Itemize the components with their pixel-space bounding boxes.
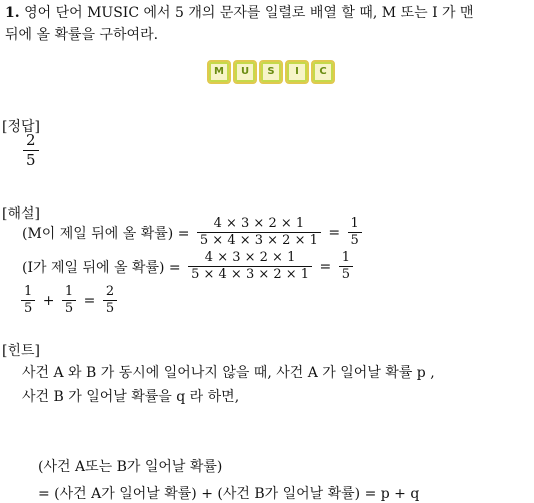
eq3-c-den: 5 [105, 301, 115, 317]
answer-label: [정답] [2, 119, 40, 135]
problem-text-1: 영어 단어 MUSIC 에서 5 개의 문자를 일렬로 배열 할 때, M 또는 I 가 맨 [24, 5, 474, 21]
eq3-a-den: 5 [24, 301, 33, 317]
eq3-c-num: 2 [105, 284, 115, 299]
eq3-a-num: 1 [24, 284, 33, 299]
eq1-frac-den: 5 × 4 × 3 × 2 × 1 [199, 233, 318, 249]
problem-text-2: 뒤에 올 확률을 구하여라. [5, 27, 159, 43]
tile-letter: M [207, 60, 231, 84]
solution-eq-2 [22, 251, 356, 283]
hint-line-1: 사건 A 와 B 가 동시에 일어나지 않을 때, 사건 A 가 일어날 확률 p , [22, 365, 435, 381]
eq2-res-den: 5 [341, 267, 350, 283]
eq2-lhs: (I가 제일 뒤에 올 확률) = [22, 259, 181, 276]
answer-denominator: 5 [26, 150, 36, 169]
eq1-equals: = [328, 224, 341, 241]
eq3-plus: + [42, 292, 55, 309]
eq3-b-den: 5 [64, 301, 74, 317]
solution-label: [해설] [2, 206, 40, 222]
eq1-res-den: 5 [350, 233, 359, 249]
problem-line-1 [5, 2, 474, 22]
answer-numerator: 2 [26, 131, 36, 149]
eq3-b-num: 1 [64, 284, 74, 299]
tile-letter: S [259, 60, 283, 84]
eq1-frac-num: 4 × 3 × 2 × 1 [213, 216, 305, 231]
solution-eq-3 [18, 285, 120, 317]
problem-number: 1. [5, 5, 20, 21]
solution-eq-1 [22, 217, 365, 249]
answer-fraction [20, 132, 42, 168]
hint-line-2: 사건 B 가 일어날 확률을 q 라 하면, [22, 389, 240, 405]
eq2-equals: = [319, 258, 332, 275]
hint-label: [힌트] [2, 343, 40, 359]
eq3-equals: = [83, 292, 96, 309]
eq1-res-num: 1 [350, 216, 359, 231]
tile-letter: I [285, 60, 309, 84]
eq2-frac-den: 5 × 4 × 3 × 2 × 1 [191, 267, 310, 283]
eq1-lhs: (M이 제일 뒤에 올 확률) = [22, 225, 190, 242]
hint-line-3: (사건 A또는 B가 일어날 확률) [38, 459, 223, 475]
tile-letter: C [311, 60, 335, 84]
tile-letter: U [233, 60, 257, 84]
hint-line-4: = (사건 A가 일어날 확률) + (사건 B가 일어날 확률) = p + q [38, 486, 420, 502]
eq2-res-num: 1 [341, 250, 350, 265]
eq2-frac-num: 4 × 3 × 2 × 1 [204, 250, 296, 265]
